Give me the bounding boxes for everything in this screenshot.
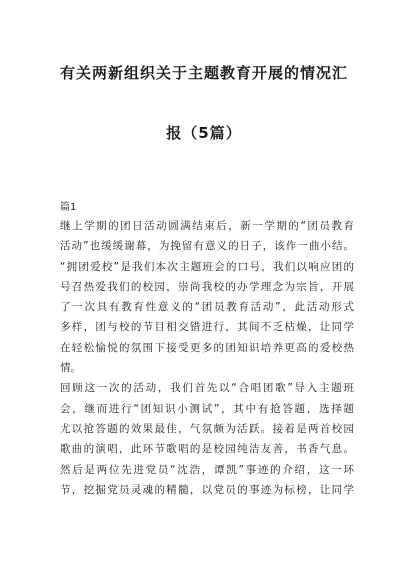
text-line: 回顾这一次的活动，我们首先以“合唱团歌”导入主题班 xyxy=(60,382,354,395)
text-line: 会，继而进行“团知识小测试”，其中有抢答题，选择题 xyxy=(60,402,354,415)
text-line: 歌曲的演唱，此环节歌唱的是校园纯洁友善，书香气息。 xyxy=(60,443,354,456)
text-line: 继上学期的团日活动圆满结束后，新一学期的“团员教育 xyxy=(60,220,354,232)
text-line: 号召热爱我们的校园，崇尚我校的办学理念为宗旨，开展 xyxy=(60,280,354,293)
text-line: 情。 xyxy=(60,362,81,375)
section-label: 篇1 xyxy=(60,202,77,213)
text-line: 多样，团与校的节目相交错进行，其间不乏枯燥，让同学 xyxy=(60,321,354,334)
text-line: 节，挖掘党员灵魂的精髓，以党员的事迹为标榜，让同学 xyxy=(60,483,354,496)
text-line: 活动”也缓缓谢幕，为挽留有意义的日子，该作一曲小结。 xyxy=(60,240,354,253)
document-body xyxy=(60,216,354,500)
text-line: 在轻松愉悦的氛围下接受更多的团知识培养更高的爱校热 xyxy=(60,341,354,354)
text-line: 然后是两位先进党员“沈浩，谭凯”事迹的介绍，这一环 xyxy=(60,463,354,476)
text-line: “拥团爱校”是我们本次主题班会的口号，我们以响应团的 xyxy=(60,260,354,273)
document-title-line-1: 有关两新组织关于主题教育开展的情况汇 xyxy=(59,64,348,82)
text-line: 尤以抢答题的效果最佳，气氛颇为活跃。接着是两首校园 xyxy=(60,422,354,435)
text-line: 了一次具有教育性意义的“团员教育活动”，此活动形式 xyxy=(60,301,354,314)
document-title-line-2: 报（5篇） xyxy=(166,124,242,142)
